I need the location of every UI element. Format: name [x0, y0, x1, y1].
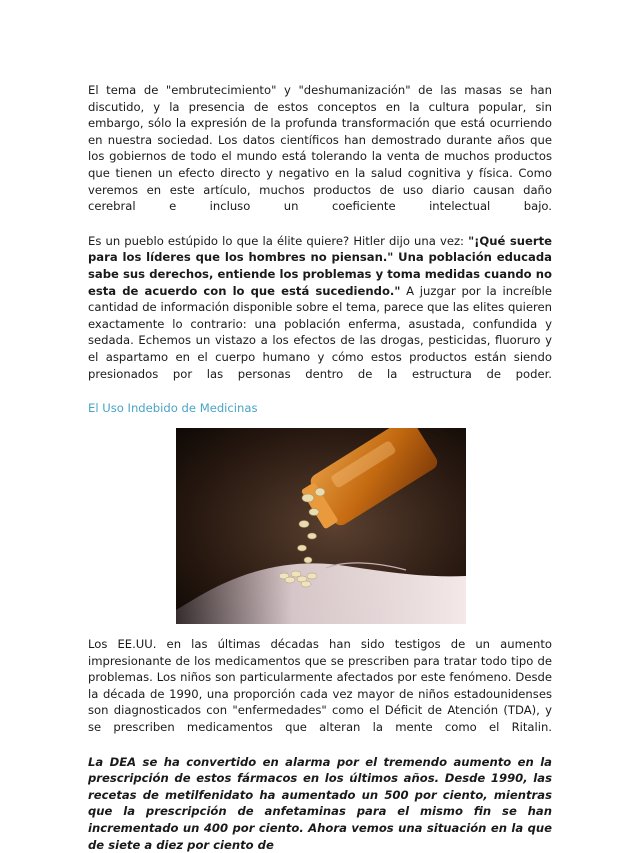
paragraph-hitler-quote — [88, 233, 552, 382]
document-page — [88, 82, 552, 853]
paragraph-gap — [88, 736, 552, 754]
pills-photo — [176, 428, 466, 624]
hitler-quote: "¡Qué suerte para los líderes que los hombres no piensan." Una población educada sabe sus derechos, entiende los problemas y toma medidas cuando no esta de acuerdo con lo que está sucediendo." — [88, 233, 553, 298]
paragraph-intro: El tema de "embrutecimiento" y "deshumanización" de las masas se han discutido, y la presencia de estos conceptos en la cultura popular, sin embargo, sólo la expresión de la profunda transformación que está ocurriendo en nuestra sociedad. Los datos científicos han demostrado durante años que los gobiernos de todo el mundo está tolerando la venta de muchos productos que tienen un efecto directo y negativo en la salud cognitiva y física. Como veremos en este artículo, muchos productos de uso diario causan daño cerebral e incluso un coeficiente intelectual bajo. — [88, 83, 552, 214]
paragraph-medications: Los EE.UU. en las últimas décadas han sido testigos de un aumento impresionante de los medicamentos que se prescriben para tratar todo tipo de problemas. Los niños son particularmente afectados por este fenómeno. Desde la década de 1990, una proporción cada vez mayor de niños estadounidenses son diagnosticados con "enfermedades" como el Déficit de Atención (TDA), y se prescriben medicamentos que alteran la mente como el Ritalin. — [88, 637, 552, 735]
paragraph-dea: La DEA se ha convertido en alarma por el tremendo aumento en la prescripción de estos fármacos en los últimos años. Desde 1990, las recetas de metilfenidato ha aumentado un 500 por ciento, mientras que la prescripción de anfetaminas para el mismo fin se han incrementado un 400 por ciento. Ahora vemos una situación en la que de siete a diez por ciento de — [88, 754, 552, 852]
paragraph-gap — [88, 215, 552, 233]
paragraph-2-intro: Es un pueblo estúpido lo que la élite quiere? Hitler dijo una vez: — [88, 233, 469, 248]
pills-illustration — [176, 428, 466, 624]
paragraph-2-rest: A juzgar por la increíble cantidad de información disponible sobre el tema, parece que las elites quieren exactamente lo contrario: una población enferma, asustada, confundida y sedada. Echemos un vistazo a los efectos de las drogas, pesticidas, fluoruro y el aspartamo en el cuerpo humano y cómo estos productos están siendo presionados por las personas dentro de la estructura de poder. — [88, 283, 553, 381]
paragraph-gap — [88, 382, 552, 400]
section-heading: El Uso Indebido de Medicinas — [88, 401, 258, 416]
photo-container — [88, 428, 552, 624]
